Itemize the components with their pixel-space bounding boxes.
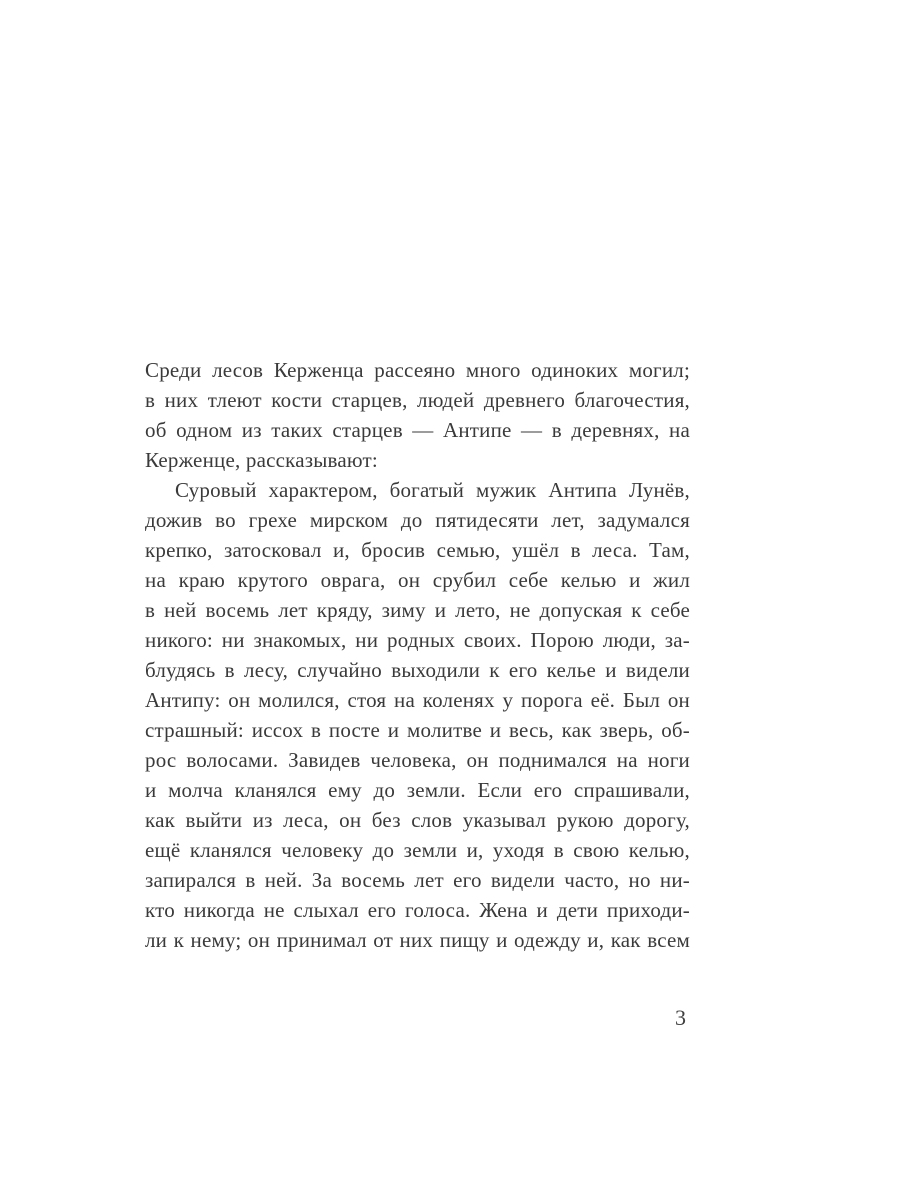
page-number: 3 — [675, 1005, 686, 1030]
text-line: крепко, затосковал и, бросив семью, ушёл в леса. Там, — [145, 538, 690, 562]
text-line: как выйти из леса, он без слов указывал рукою дорогу, — [145, 808, 690, 832]
text-line: об одном из таких старцев — Антипе — в деревнях, на — [145, 418, 690, 442]
text-line: дожив во грехе мирском до пятидесяти лет, задумался — [145, 508, 690, 532]
text-line: блудясь в лесу, случайно выходили к его келье и видели — [145, 658, 690, 682]
text-line: страшный: иссох в посте и молитве и весь, как зверь, об- — [145, 718, 690, 742]
text-line: ещё кланялся человеку до земли и, уходя в свою келью, — [145, 838, 690, 862]
text-line: в них тлеют кости старцев, людей древнего благочестия, — [145, 388, 690, 412]
text-line: Керженце, рассказывают: — [145, 448, 378, 472]
text-line: в ней восемь лет кряду, зиму и лето, не допуская к себе — [145, 598, 690, 622]
text-line: на краю крутого оврага, он срубил себе келью и жил — [145, 568, 690, 592]
text-block — [145, 355, 690, 955]
text-line: Суровый характером, богатый мужик Антипа Лунёв, — [175, 478, 690, 502]
text-line: Антипу: он молился, стоя на коленях у порога её. Был он — [145, 688, 690, 712]
text-line: рос волосами. Завидев человека, он поднимался на ноги — [145, 748, 690, 772]
text-line: ли к нему; он принимал от них пищу и одежду и, как всем — [145, 928, 690, 952]
text-line: Среди лесов Керженца рассеяно много одиноких могил; — [145, 358, 690, 382]
text-line: и молча кланялся ему до земли. Если его спрашивали, — [145, 778, 690, 802]
text-line: никого: ни знакомых, ни родных своих. Порою люди, за- — [145, 628, 690, 652]
text-line: кто никогда не слыхал его голоса. Жена и дети приходи- — [145, 898, 690, 922]
text-line: запирался в ней. За восемь лет его видели часто, но ни- — [145, 868, 690, 892]
